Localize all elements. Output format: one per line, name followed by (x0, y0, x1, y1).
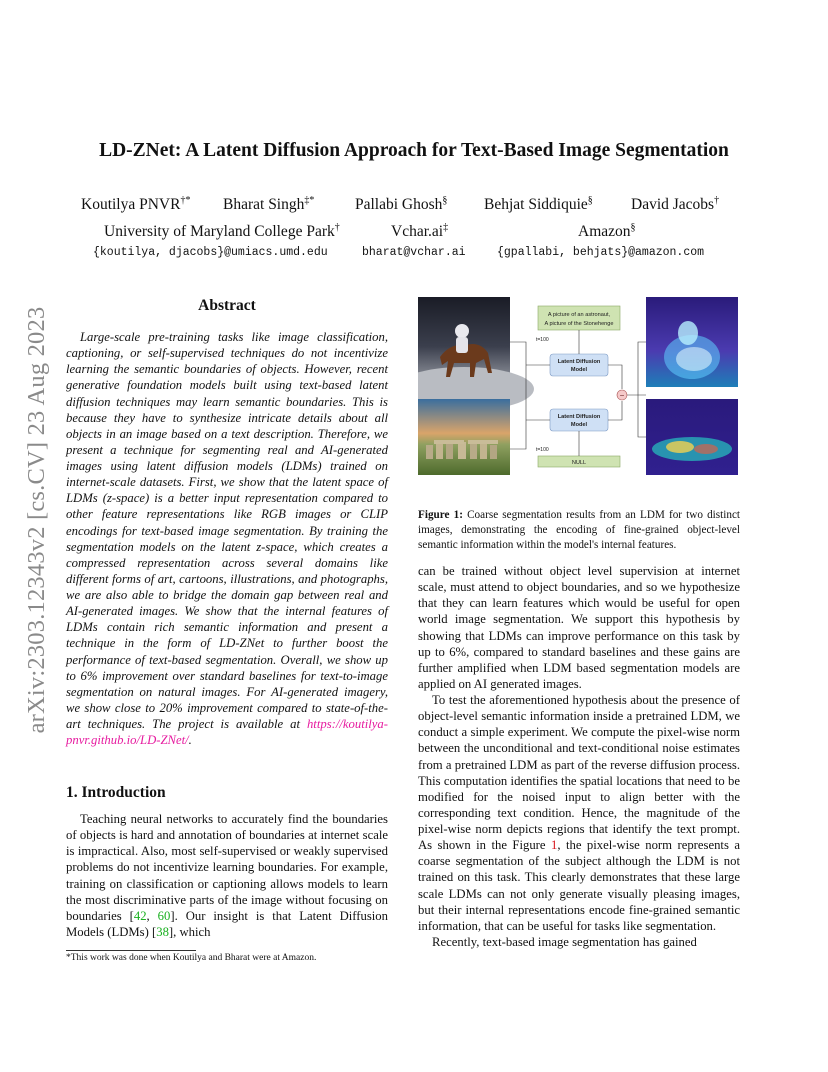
author-mark: § (587, 195, 593, 206)
email-vchar: bharat@vchar.ai (362, 246, 466, 259)
caption-text: Coarse segmentation results from an LDM for two distinct images, demonstrating the encoding of fine-grained object-level semantic information within the model's internal features. (418, 509, 741, 552)
project-link[interactable]: https://koutilya-pnvr.github.io/LD-ZNet/ (66, 717, 388, 748)
paragraph: can be trained without object level supervision at internet scale, must attend to object boundaries, and so we hypothesize that they can learn features which would be useful for open world image segmentation. We support this hypothesis by showing that LDMs can improve performance on this task by up to 6%, compared to standard baselines and these gains are further amplified when LDM based segmentation models are applied on AI generated images. (418, 564, 740, 691)
author-name: David Jacobs (631, 196, 715, 214)
citation-link[interactable]: 60 (157, 908, 171, 923)
affiliation-1 (104, 222, 340, 241)
t-label-bottom: t=100 (536, 447, 549, 453)
figure-reference-link[interactable]: 1 (551, 838, 558, 853)
author-4 (484, 195, 593, 214)
stonehenge-input-image (418, 399, 510, 475)
paragraph-text: To test the aforementioned hypothesis about the presence of object-level semantic information inside a pretrained LDM, we conduct a simple experiment. We compute the pixel-wise norm between the unconditional and text-conditional noise estimates from a pretrained LDM as part of the reverse diffusion process. This computation identifies the spatial locations that need to be modified for the noised input to align better with the corresponding text condition. Hence, the magnitude of the pixel-wise norm depicts regions that identify the text prompt. As shown in the Figure (418, 693, 740, 853)
author-name: Behjat Siddiquie (484, 196, 588, 214)
prompt-text-line1: A picture of an astronaut, (547, 312, 611, 318)
abstract-text: Large-scale pre-training tasks like image classification, captioning, or self-supervised techniques do not incentivize learning the semantic boundaries of objects. However, recent generative foundation models built using text-based latent diffusion techniques may learn semantic boundaries. This is because they have to synthesize intricate details about all objects in an image based on a text description. Therefore, we present a technique for segmenting real and AI-generated images using latent diffusion models (LDMs) trained on internet-scale datasets. First, we show that the latent space of LDMs (z-space) is a better input representation compared to other feature representations like RGB images or CLIP encodings for text-based image segmentation. By training the segmentation models on the latent z-space, which creates a compressed representation across several domains like different forms of art, cartoons, illustrations, and photographs, we are also able to bridge the domain gap between real and AI-generated images. We show that the internal features of LDMs contain rich semantic information and present a technique in the form of LD-ZNet to further boost the performance of text-based segmentation. Overall, we show up to 6% improvement over standard baselines for text-to-image segmentation on natural images. For AI-generated imagery, we show close to 20% improvement compared to state-of-the-art techniques. The project is available at (66, 330, 388, 731)
author-2 (223, 195, 314, 214)
affiliation-2 (391, 222, 448, 241)
figure-caption (418, 508, 740, 554)
author-mark: † (714, 195, 720, 206)
author-mark: †* (180, 195, 191, 206)
author-1 (81, 195, 190, 214)
abstract-end: . (188, 733, 192, 748)
citation-link[interactable]: 38 (156, 924, 169, 939)
paragraph (418, 692, 740, 934)
stonehenge-segmentation-output (646, 399, 738, 475)
arxiv-stamp (22, 280, 52, 760)
figure-1 (418, 297, 738, 475)
intro-text: ], which (168, 924, 211, 939)
affiliation-3 (578, 222, 636, 241)
abstract-body (66, 329, 388, 748)
intro-heading: 1. Introduction (66, 784, 166, 801)
author-3 (355, 195, 447, 214)
affiliation-name: Vchar.ai (391, 223, 444, 241)
ldm-top-line1: Latent Diffusion (557, 359, 601, 365)
footnote-rule (66, 950, 196, 951)
null-label: NULL (571, 460, 587, 466)
affiliation-name: University of Maryland College Park (104, 223, 335, 241)
author-name: Bharat Singh (223, 196, 305, 214)
affiliation-mark: § (630, 222, 636, 233)
intro-text: Teaching neural networks to accurately find the boundaries of objects is hard and annotation of boundaries at internet scale is impractical. Also, most self-supervised or weakly supervised problems do not incentivize learning boundaries. For example, training on classification or captioning allows models to learn the most discriminative parts of the image without focusing on boundaries [ (66, 812, 388, 923)
email-amazon: {gpallabi, behjats}@amazon.com (497, 246, 705, 259)
astronaut-input-image (418, 297, 534, 411)
abstract-heading: Abstract (198, 297, 256, 314)
prompt-text-line2: A picture of the Stonehenge (544, 321, 614, 327)
paragraph: Recently, text-based image segmentation has gained (432, 934, 697, 949)
email-umd: {koutilya, djacobs}@umiacs.umd.edu (93, 246, 328, 259)
right-column-body (418, 563, 740, 950)
author-name: Pallabi Ghosh (355, 196, 443, 214)
paper-title: LD-ZNet: A Latent Diffusion Approach for Text-Based Image Segmentation (99, 140, 729, 161)
intro-body (66, 811, 388, 940)
footnote: *This work was done when Koutilya and Bharat were at Amazon. (66, 953, 317, 963)
caption-label: Figure 1: (418, 509, 463, 521)
author-mark: ‡* (304, 195, 315, 206)
t-label-top: t=100 (536, 337, 549, 343)
ldm-bottom-line2: Model (570, 422, 588, 428)
citation-separator: , (146, 908, 158, 923)
arxiv-stamp-text: arXiv:2303.12343v2 [cs.CV] 23 Aug 2023 (23, 306, 50, 734)
ldm-top-line2: Model (570, 367, 588, 373)
author-name: Koutilya PNVR (81, 196, 181, 214)
astronaut-segmentation-output (646, 297, 738, 387)
ldm-bottom-line1: Latent Diffusion (557, 414, 601, 420)
minus-symbol: − (619, 391, 625, 400)
author-mark: § (442, 195, 448, 206)
author-5 (631, 195, 719, 214)
intro-text: ]. Our insight is that Latent Diffusion Models (LDMs) [ (66, 908, 388, 939)
affiliation-mark: † (334, 222, 340, 233)
affiliation-name: Amazon (578, 223, 631, 241)
paragraph-text: , the pixel-wise norm represents a coarse segmentation of the subject although the LDM is not trained on this task. This clearly demonstrates that these large scale LDMs can not only generate visually pleasing images, but their internal representations encode fine-grained semantic information, that can be useful for tasks like segmentation. (418, 838, 740, 933)
affiliation-mark: ‡ (443, 222, 449, 233)
citation-link[interactable]: 42 (133, 908, 147, 923)
